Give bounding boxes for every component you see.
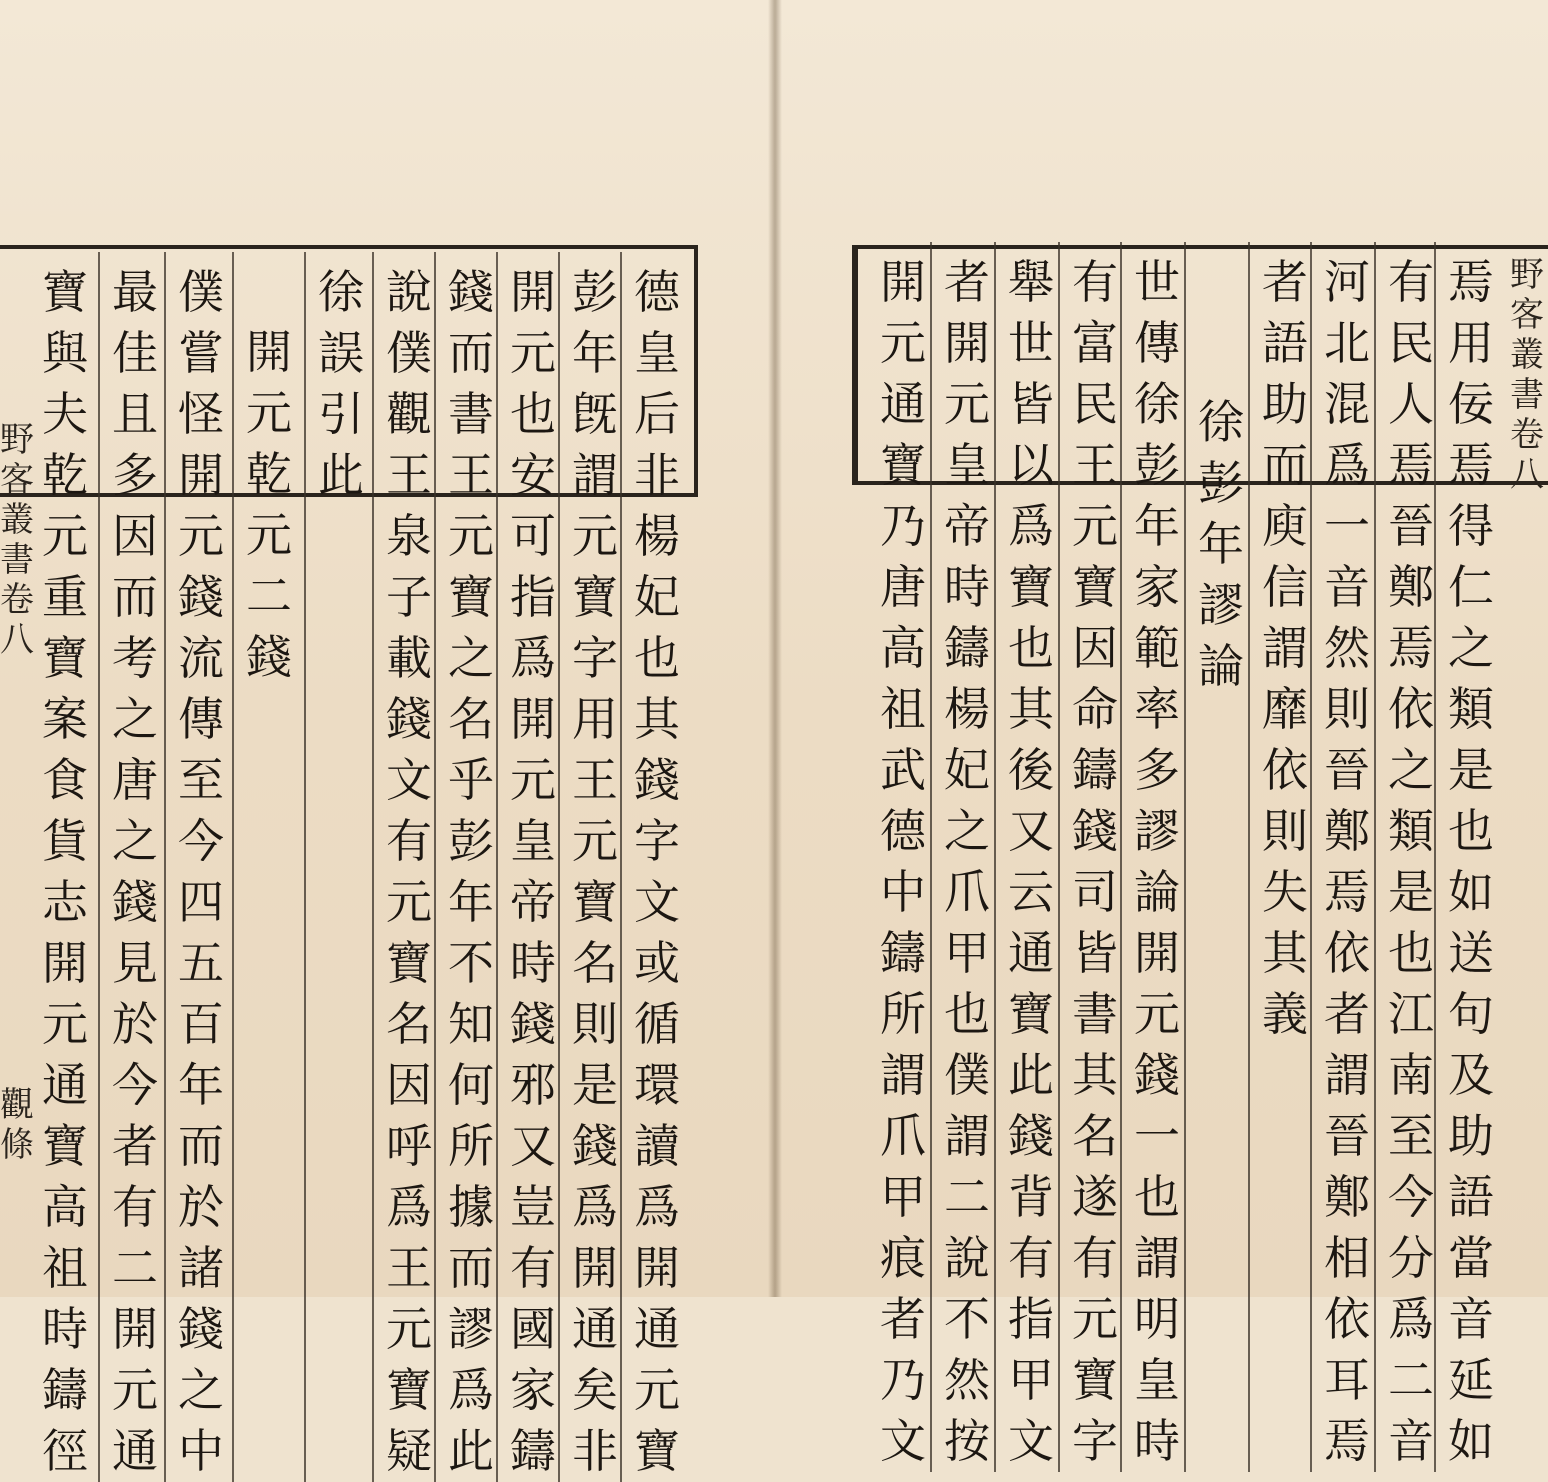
right-frame-top — [852, 245, 1548, 249]
left-column: 最 佳 且 多 因 而 考 之 唐 之 錢 見 於 今 者 有 二 開 元 通 — [112, 265, 158, 1478]
column-rule — [372, 252, 374, 1482]
right-column: 者 開 元 皇 帝 時 鑄 楊 妃 之 爪 甲 也 僕 謂 二 說 不 然 按 — [944, 255, 990, 1468]
right-column: 舉 世 皆 以 爲 寶 也 其 後 又 云 通 寶 此 錢 背 有 指 甲 文 — [1008, 255, 1054, 1468]
right-column: 焉 用 佞 焉 得 仁 之 類 是 也 如 送 句 及 助 語 當 音 延 如 — [1448, 255, 1494, 1468]
left-column: 僕 嘗 怪 開 元 錢 流 傳 至 今 四 五 百 年 而 於 諸 錢 之 中 — [178, 265, 224, 1478]
column-rule — [232, 252, 234, 1482]
left-column: 開 元 也 安 可 指 爲 開 元 皇 帝 時 錢 邪 又 豈 有 國 家 鑄 — [510, 265, 556, 1478]
left-margin-title: 野 客 叢 書 卷 八 — [0, 420, 34, 660]
right-column: 河 北 混 爲 一 音 然 則 晉 鄭 焉 依 者 謂 晉 鄭 相 依 耳 焉 — [1324, 255, 1370, 1468]
left-frame-right — [694, 245, 698, 497]
left-column: 寶 與 夫 乾 元 重 寶 案 食 貨 志 開 元 通 寶 高 祖 時 鑄 徑 — [42, 265, 88, 1478]
right-column: 徐 彭 年 謬 論 — [1198, 395, 1244, 693]
left-column: 說 僕 觀 王 泉 子 載 錢 文 有 元 寶 名 因 呼 爲 王 元 寶 疑 — [386, 265, 432, 1478]
right-column: 有 民 人 焉 晉 鄭 焉 依 之 類 是 也 江 南 至 今 分 爲 二 音 — [1388, 255, 1434, 1468]
column-rule — [98, 252, 100, 1482]
right-column: 開 元 通 寶 乃 唐 高 祖 武 德 中 鑄 所 謂 爪 甲 痕 者 乃 文 — [880, 255, 926, 1468]
left-column: 錢 而 書 王 元 寶 之 名 乎 彭 年 不 知 何 所 據 而 謬 爲 此 — [448, 265, 494, 1478]
right-column: 世 傳 徐 彭 年 家 範 率 多 謬 論 開 元 錢 一 也 謂 明 皇 時 — [1134, 255, 1180, 1468]
left-margin-note: 觀 條 — [0, 1085, 34, 1165]
right-column: 有 富 民 王 元 寶 因 命 鑄 錢 司 皆 書 其 名 遂 有 元 寶 字 — [1072, 255, 1118, 1468]
right-column: 者 語 助 而 庾 信 謂 靡 依 則 失 其 義 — [1262, 255, 1308, 1041]
right-margin-title: 野 客 叢 書 卷 八 — [1510, 255, 1544, 495]
left-column: 開 元 乾 元 二 錢 — [246, 325, 292, 684]
left-column: 彭 年 旣 謂 元 寶 字 用 王 元 寶 名 則 是 錢 爲 開 通 矣 非 — [572, 265, 618, 1478]
left-column: 德 皇 后 非 楊 妃 也 其 錢 字 文 或 循 環 讀 爲 開 通 元 寶 — [634, 265, 680, 1478]
left-column: 徐 誤 引 此 — [318, 265, 364, 502]
column-rule — [304, 252, 306, 1482]
book-spine — [768, 0, 782, 1297]
right-frame-left — [852, 245, 858, 485]
